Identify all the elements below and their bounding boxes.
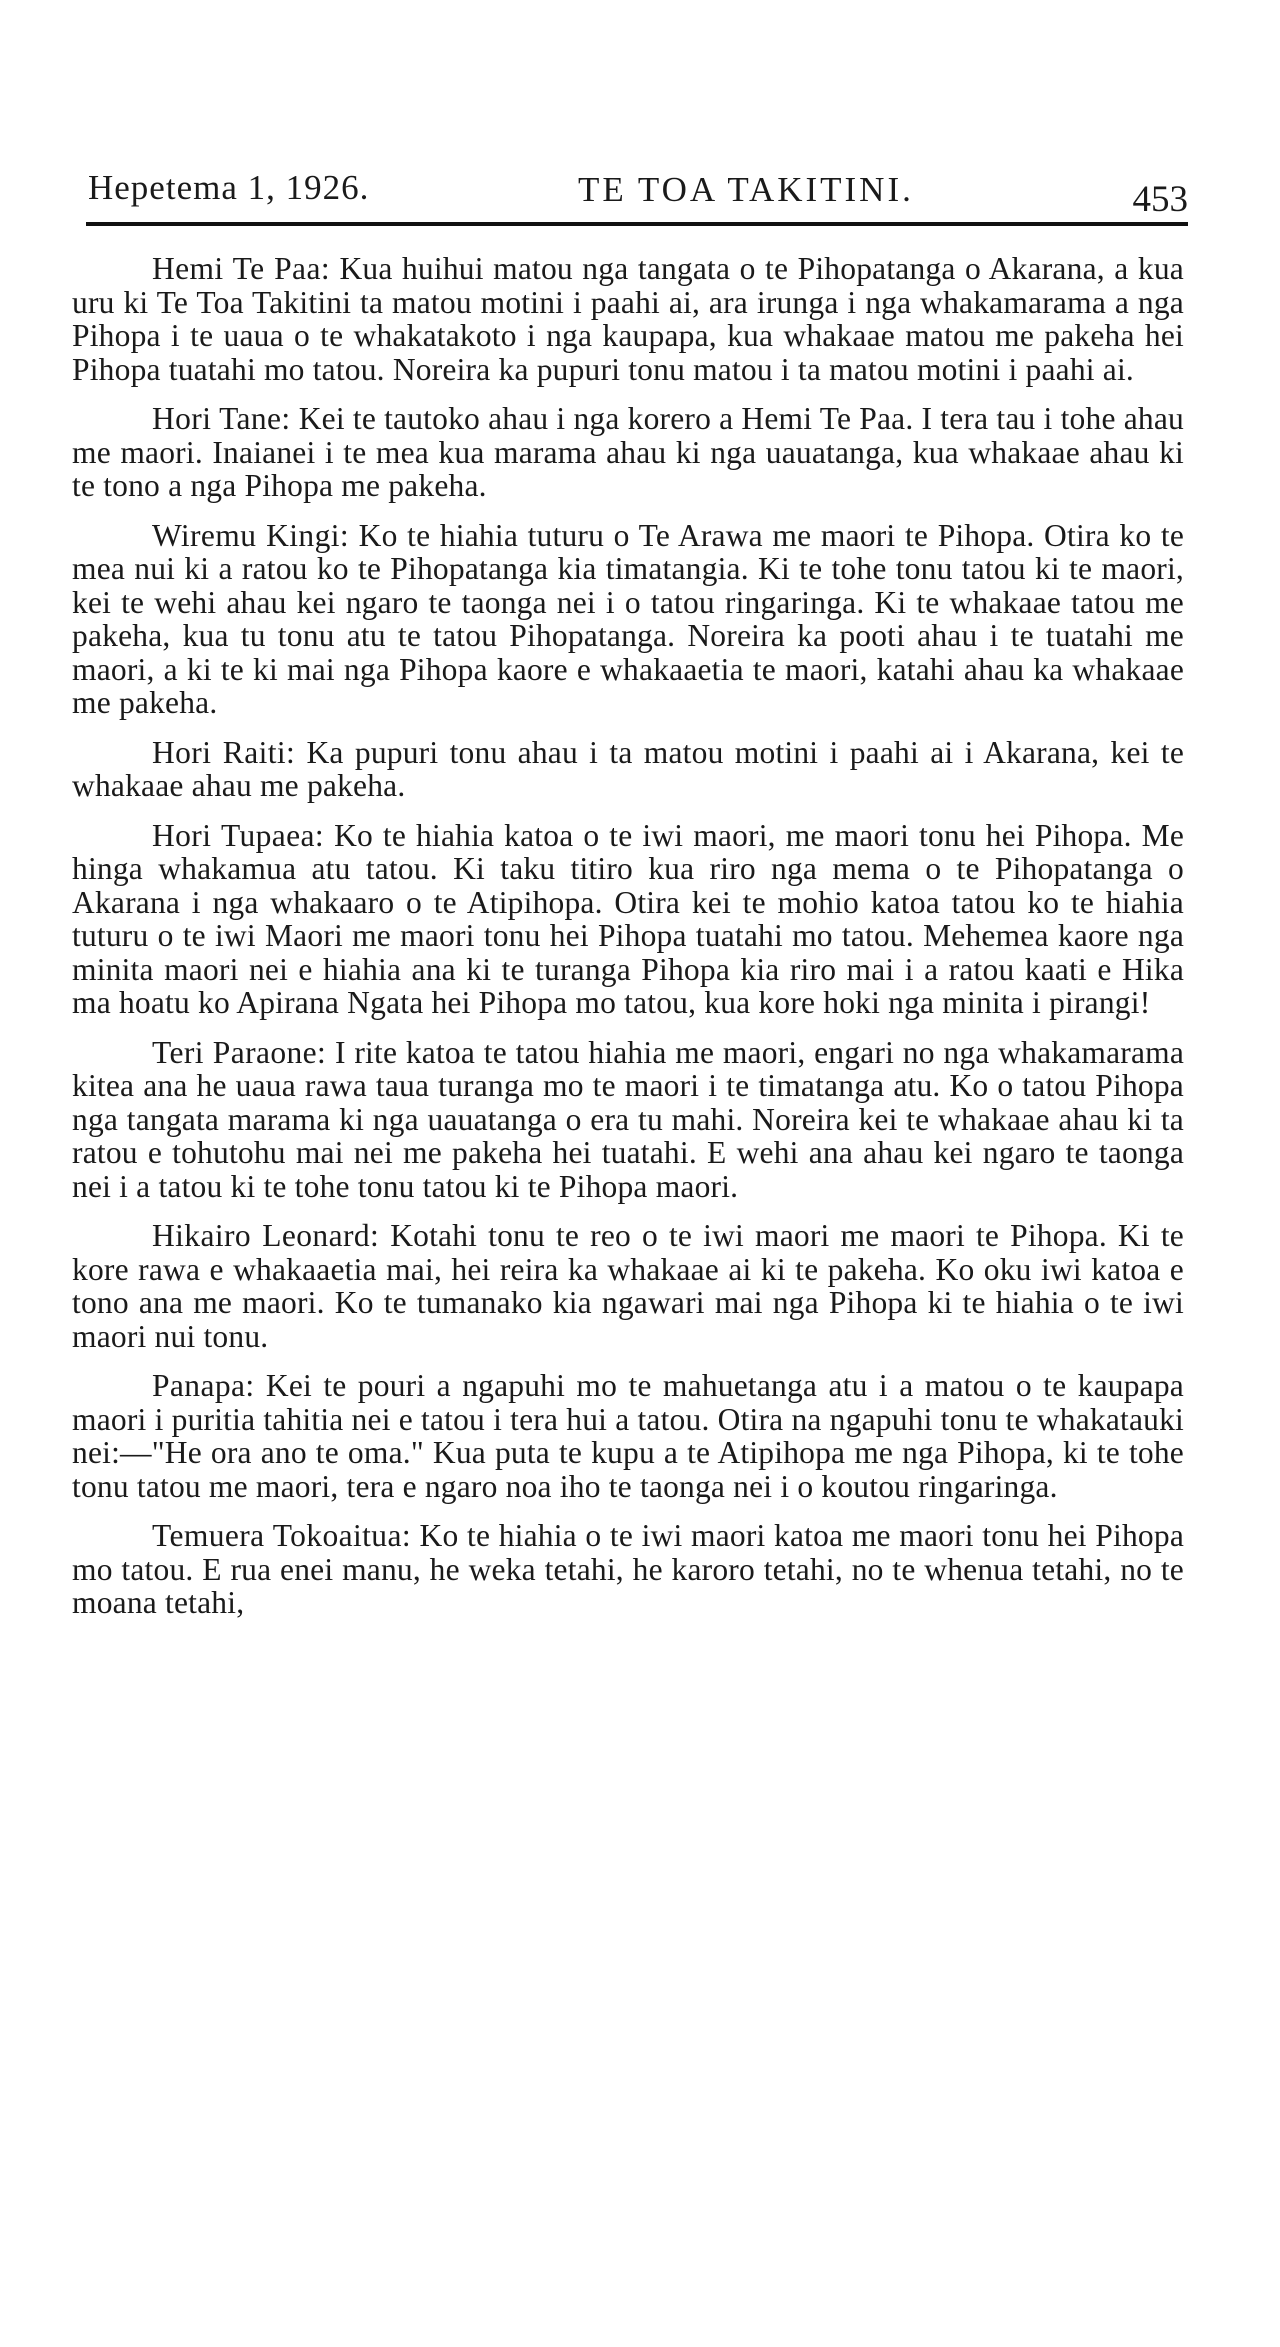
header-rule <box>86 222 1188 226</box>
paragraph-text: Kua huihui matou nga tangata o te Pihopatanga o Akarana, a kua uru ki Te Toa Takitini ta matou motini i paahi ai, ara irunga i nga whakamarama a nga Pihopa i te uaua o te whakatakoto i nga kaupapa, kua whakaae matou me pakeha hei Pihopa tuatahi mo tatou. Noreira ka pupuri tonu matou i ta matou motini i paahi ai. <box>72 251 1184 387</box>
speaker-name: Wiremu Kingi: <box>152 517 350 553</box>
speaker-name: Hemi Te Paa: <box>152 251 330 286</box>
paragraph-text: I rite katoa te tatou hiahia me maori, engari no nga whakamarama kitea ana he uaua rawa taua turanga mo te maori i te timatanga atu. Ko o tatou Pihopa nga tangata marama ki nga uauatanga o era tu mahi. Noreira kei te whakaae ahau ki ta ratou e tohutohu mai nei me pakeha hei tuatahi. E wehi ana ahau kei ngaro te taonga nei i a tatou ki te tohe tonu tatou ki te Pihopa maori. <box>72 1034 1185 1204</box>
page-number: 453 <box>1132 179 1188 220</box>
issue-date: Hepetema 1, 1926. <box>88 168 370 207</box>
speaker-name: Hori Tupaea: <box>152 817 325 853</box>
paragraph-text: Ka pupuri tonu ahau i ta matou motini i paahi ai i Akarana, kei te whakaae ahau me pakeha. <box>72 734 1184 803</box>
paragraph-hemi-te-paa <box>72 252 1184 386</box>
body-text <box>72 252 1184 1636</box>
paragraph-panapa <box>72 1369 1184 1503</box>
paragraph-text: Ko te hiahia katoa o te iwi maori, me maori tonu hei Pihopa. Me hinga whakamua atu tatou. Ki taku titiro kua riro nga mema o te Pihopatanga o Akarana i nga whakaaro o te Atipihopa. Otira kei te mohio katoa tatou ko te hiahia tuturu o te iwi Maori me maori tonu hei Pihopa tuatahi mo tatou. Mehemea kaore nga minita maori nei e hiahia ana ki te turanga Pihopa kia riro mai i a ratou kaati e Hika ma hoatu ko Apirana Ngata hei Pihopa mo tatou, kua kore hoki nga minita i pirangi! <box>72 817 1185 1020</box>
paragraph-teri-paraone <box>72 1036 1184 1204</box>
paragraph-text: Ko te hiahia o te iwi maori katoa me maori tonu hei Pihopa mo tatou. E rua enei manu, he weka tetahi, he karoro tetahi, no te whenua tetahi, no te moana tetahi, <box>72 1518 1184 1620</box>
speaker-name: Hikairo Leonard: <box>152 1218 380 1253</box>
journal-title: TE TOA TAKITINI. <box>578 170 914 209</box>
speaker-name: Temuera Tokoaitua: <box>152 1518 411 1553</box>
paragraph-hori-raiti <box>72 736 1184 803</box>
paragraph-temuera-tokoaitua <box>72 1519 1184 1620</box>
paragraph-hori-tupaea <box>72 819 1184 1020</box>
speaker-name: Hori Raiti: <box>152 734 296 770</box>
paragraph-wiremu-kingi <box>72 519 1184 720</box>
paragraph-hikairo-leonard <box>72 1219 1184 1353</box>
speaker-name: Teri Paraone: <box>152 1034 327 1070</box>
paragraph-hori-tane <box>72 402 1184 503</box>
paragraph-text: Kei te tautoko ahau i nga korero a Hemi Te Paa. I tera tau i tohe ahau me maori. Inaianei i te mea kua marama ahau ki nga uauatanga, kua whakaae ahau ki te tono a nga Pihopa me pakeha. <box>72 401 1184 503</box>
speaker-name: Panapa: <box>152 1368 255 1403</box>
speaker-name: Hori Tane: <box>152 401 291 436</box>
running-header <box>88 160 1188 222</box>
paragraph-text: Ko te hiahia tuturu o Te Arawa me maori te Pihopa. Otira ko te mea nui ki a ratou ko te Pihopatanga kia timatangia. Ki te tohe tonu tatou ki te maori, kei te wehi ahau kei ngaro te taonga nei i o tatou ringaringa. Ki te whakaae tatou me pakeha, kua tu tonu atu te tatou Pihopatanga. Noreira ka pooti ahau i te tuatahi me maori, a ki te ki mai nga Pihopa kaore e whakaaetia te maori, katahi ahau ka whakaae me pakeha. <box>72 517 1184 720</box>
paragraph-text: Kei te pouri a ngapuhi mo te mahuetanga atu i a matou o te kaupapa maori i puritia tahitia nei e tatou i tera hui a tatou. Otira na ngapuhi tonu te whakatauki nei:—"He ora ano te oma." Kua puta te kupu a te Atipihopa me nga Pihopa, ki te tohe tonu tatou me maori, tera e ngaro noa iho te taonga nei i o koutou ringaringa. <box>72 1368 1184 1504</box>
paragraph-text: Kotahi tonu te reo o te iwi maori me maori te Pihopa. Ki te kore rawa e whakaaetia mai, hei reira ka whakaae ai ki te pakeha. Ko oku iwi katoa e tono ana me maori. Ko te tumanako kia ngawari mai nga Pihopa ki te hiahia o te iwi maori nui tonu. <box>72 1218 1184 1354</box>
